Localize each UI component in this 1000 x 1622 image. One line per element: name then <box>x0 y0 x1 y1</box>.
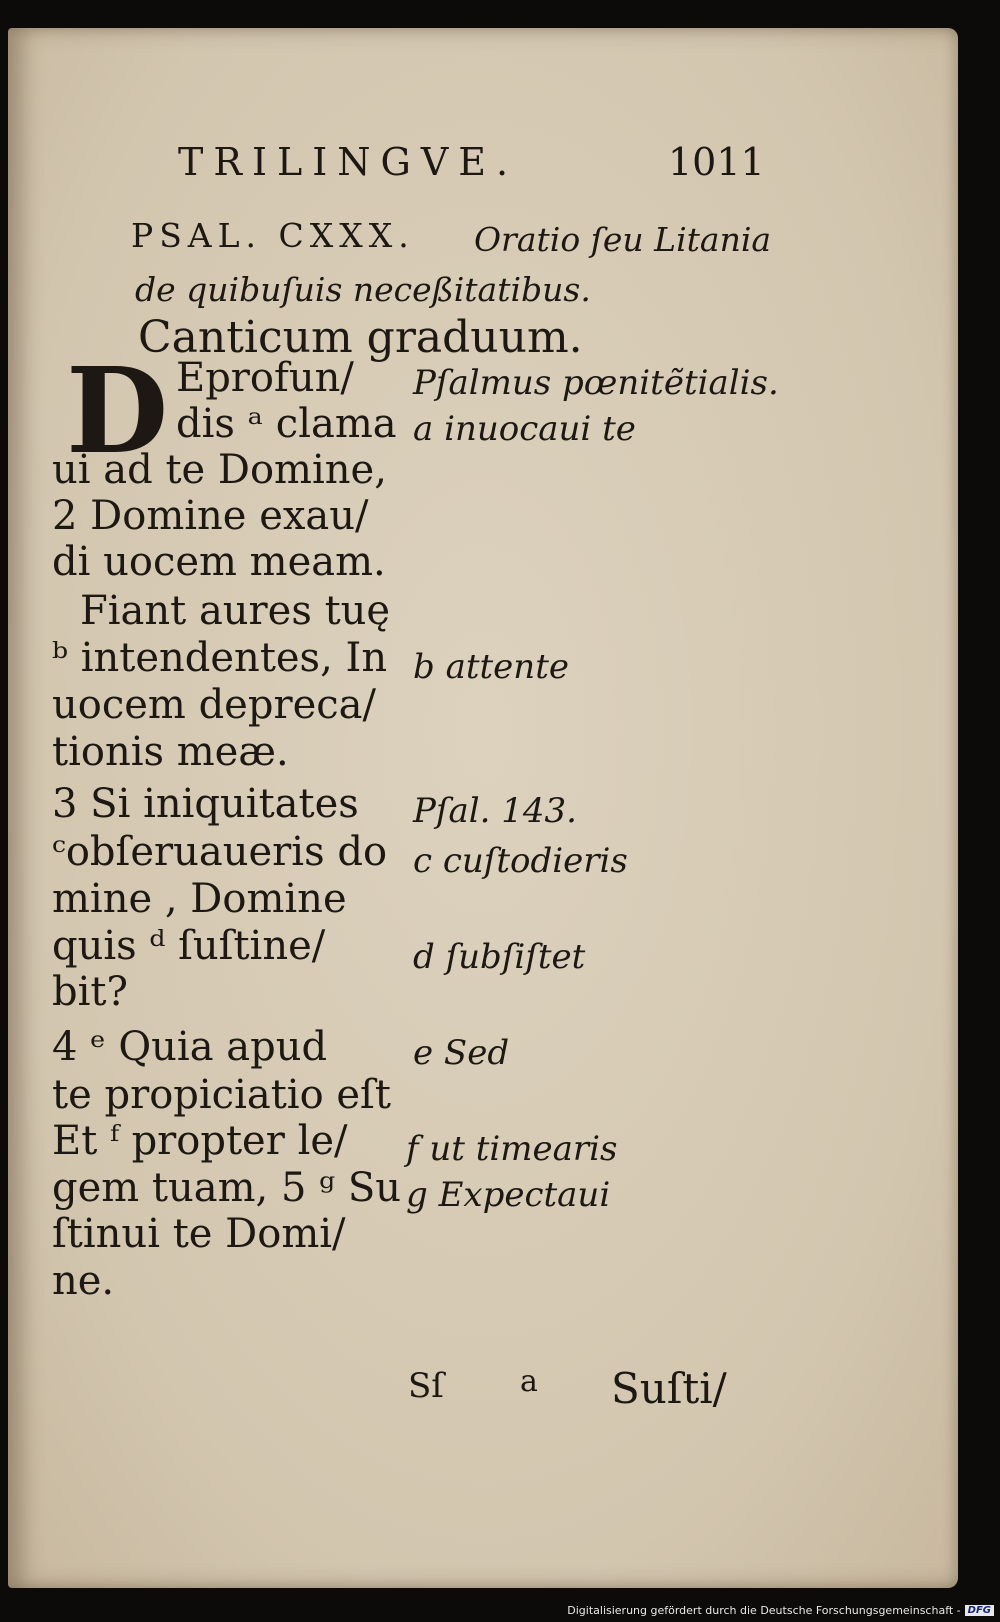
psalm-title-line-1: Oratio ſeu Litania <box>474 220 772 259</box>
gloss-line: d ſubſiſtet <box>413 937 586 977</box>
psalm-number: PSAL. CXXX. <box>131 216 415 255</box>
book-page <box>8 28 958 1588</box>
psalm-title-line-2: de quibuſuis neceßitatibus. <box>135 270 591 309</box>
text-line: Eprofun/ <box>176 355 354 401</box>
signature-mark: Sſ <box>408 1366 444 1406</box>
text-line: ᶜobſeruaueris do <box>52 829 388 875</box>
text-line: 3 Si iniquitates <box>52 781 359 827</box>
digitization-note: Digitalisierung gefördert durch die Deutsche Forschungsgemeinschaft - <box>567 1603 961 1617</box>
text-line: ᵇ intendentes, In <box>52 635 388 681</box>
running-title: TRILINGVE. <box>178 140 519 184</box>
canticum-heading: Canticum graduum. <box>138 312 583 363</box>
text-line: Et ᶠ propter le/ <box>52 1118 348 1164</box>
text-line: ne. <box>52 1258 115 1304</box>
gloss-line: Pſalmus pœnitẽtialis. <box>413 363 779 403</box>
text-line: ſtinui te Domi/ <box>52 1211 346 1257</box>
gloss-line: a inuocaui te <box>413 409 636 449</box>
text-line: uocem depreca/ <box>52 682 376 728</box>
gloss-line: e Sed <box>413 1033 510 1073</box>
gloss-line: f ut timearis <box>406 1129 618 1169</box>
catchword: Suſti/ <box>611 1364 727 1413</box>
text-line: dis ᵃ clama <box>176 401 397 447</box>
text-line: 4 ᵉ Quia apud <box>52 1024 328 1070</box>
text-line: gem tuam, 5 ᵍ Su <box>52 1165 402 1211</box>
page-number: 1011 <box>668 140 765 184</box>
text-line: bit? <box>52 969 128 1015</box>
drop-cap: D <box>66 341 169 480</box>
gloss-line: c cuſtodieris <box>413 841 628 881</box>
signature-number: a <box>520 1364 538 1399</box>
digitization-credit <box>567 1602 994 1618</box>
gloss-line: g Expectaui <box>406 1175 611 1215</box>
gloss-line: b attente <box>413 647 569 687</box>
text-line: tionis meæ. <box>52 729 289 775</box>
text-line: mine , Domine <box>52 876 347 922</box>
gloss-line: Pſal. 143. <box>413 791 577 831</box>
text-line: te propiciatio eſt <box>52 1072 391 1118</box>
text-line: Fiant aures tuę <box>80 588 391 634</box>
text-line: di uocem meam. <box>52 539 386 585</box>
dfg-logo-icon: DFG <box>965 1605 994 1616</box>
text-line: quis ᵈ ſuſtine/ <box>52 923 326 969</box>
text-line: 2 Domine exau/ <box>52 493 369 539</box>
text-line: ui ad te Domine, <box>52 447 387 493</box>
